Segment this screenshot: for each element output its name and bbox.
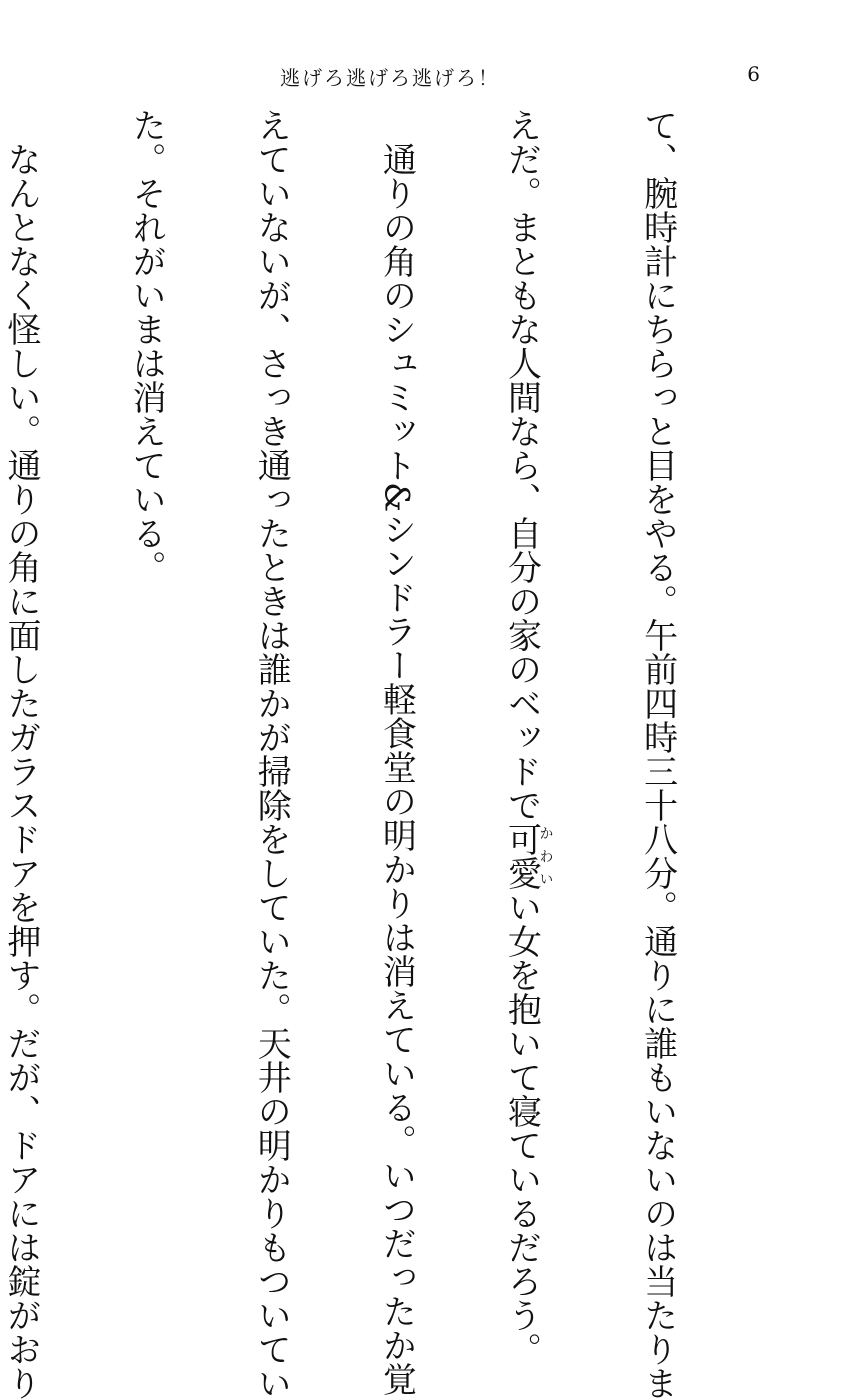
text-line: て、腕時計にちらっと目をやる。午前四時三十八分。通りに誰もいないのは当たりま [637, 108, 678, 1400]
text-line: 通りの角のシュミット&シンドラー軽食堂の明かりは消えている。いつだったか覚 [376, 108, 417, 1397]
text-line: えだ。まともな人間なら、自分の家のベッドで可愛かわいい女を抱いて寝ているだろう。 [501, 108, 554, 1366]
ruby-word: 可愛かわい [501, 822, 554, 890]
body-text [1, 108, 761, 1400]
text-line: えていないが、さっき通ったときは誰かが掃除をしていた。天井の明かりもついてい [251, 108, 292, 1400]
text-line: なんとなく怪しい。通りの角に面したガラスドアを押す。だが、ドアには錠がおり [1, 108, 42, 1400]
text-line: た。それがいまは消えている。 [126, 108, 167, 584]
page-number: 6 [747, 62, 760, 86]
running-title: 逃げろ逃げろ逃げろ！ [280, 66, 500, 90]
